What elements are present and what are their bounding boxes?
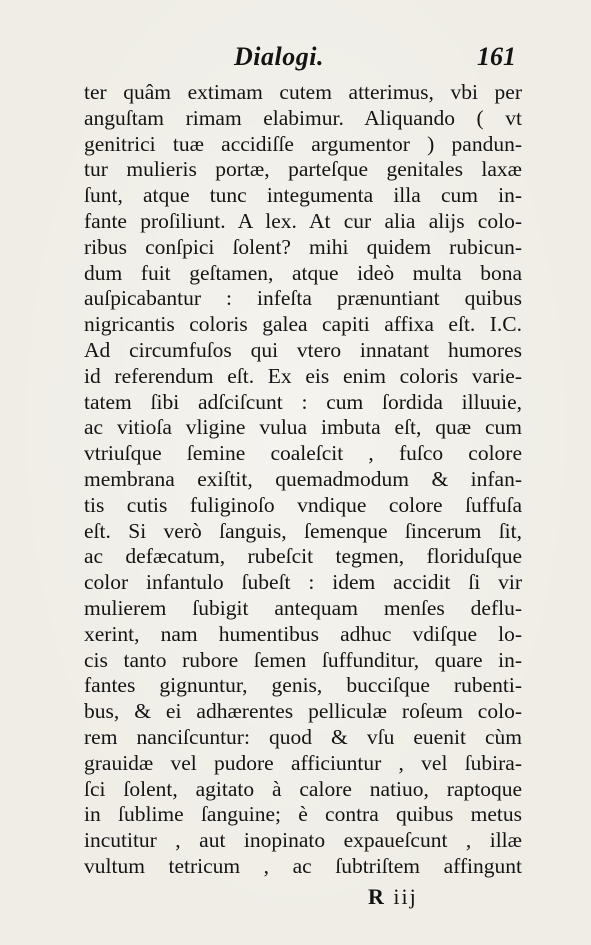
- text-line: eſt. Si verò ſanguis, ſemenque ſincerum ſit,: [84, 518, 522, 543]
- text-line: ac vitioſa vligine vulua imbuta eſt, quæ cum: [84, 415, 522, 440]
- text-line: membrana exiſtit, quemadmodum & infan-: [84, 466, 522, 491]
- signature-numeral: iij: [393, 884, 418, 909]
- text-line: nigricantis coloris galea capiti affixa eſt. I.C.: [84, 312, 522, 337]
- text-line: rem nanciſcuntur: quod & vſu euenit cùm: [84, 724, 522, 749]
- text-line: bus, & ei adhærentes pelliculæ roſeum colo-: [84, 699, 522, 724]
- running-head: Dialogi.: [234, 42, 324, 71]
- text-line: grauidæ vel pudore afficiuntur , vel ſubira-: [84, 750, 522, 775]
- text-line: fante proſiliunt. A lex. At cur alia alijs colo-: [84, 208, 522, 233]
- text-line: vtriuſque ſemine coaleſcit , fuſco colore: [84, 441, 522, 466]
- signature-mark: [368, 884, 418, 910]
- text-line: tis cutis fuliginoſo vndique colore ſuffuſa: [84, 492, 522, 517]
- text-line: ribus conſpici ſolent? mihi quidem rubicun-: [84, 234, 522, 259]
- text-line: mulierem ſubigit antequam menſes deflu-: [84, 595, 522, 620]
- text-line: dum fuit geſtamen, atque ideò multa bona: [84, 260, 522, 285]
- text-line: auſpicabantur : infeſta prænuntiant quibus: [84, 286, 522, 311]
- text-line: ter quâm extimam cutem atterimus, vbi per: [84, 80, 522, 104]
- text-line: id referendum eſt. Ex eis enim coloris varie-: [84, 363, 522, 388]
- text-line: color infantulo ſubeſt : idem accidit ſi vir: [84, 570, 522, 595]
- text-line: in ſublime ſanguine; è contra quibus metus: [84, 802, 522, 827]
- text-line: fantes gignuntur, genis, bucciſque rubenti-: [84, 673, 522, 698]
- text-line: incutitur , aut inopinato expaueſcunt , illæ: [84, 828, 522, 853]
- text-line: ſunt, atque tunc integumenta illa cum in-: [84, 183, 522, 208]
- text-line: genitrici tuæ accidiſſe argumentor ) pandun-: [84, 131, 522, 156]
- page-number: 161: [477, 42, 516, 71]
- text-line: xerint, nam humentibus adhuc vdiſque lo-: [84, 621, 522, 646]
- text-line: Ad circumfuſos qui vtero innatant humores: [84, 337, 522, 362]
- signature-letter: R: [368, 884, 386, 909]
- text-line: anguſtam rimam elabimur. Aliquando ( vt: [84, 105, 522, 130]
- text-line: tur mulieris portæ, parteſque genitales laxæ: [84, 157, 522, 182]
- text-line: ſci ſolent, agitato à calore natiuo, raptoque: [84, 776, 522, 801]
- text-line: ac defæcatum, rubeſcit tegmen, floriduſque: [84, 544, 522, 569]
- text-line: tatem ſibi adſciſcunt : cum ſordida illuuie,: [84, 389, 522, 414]
- text-line: vultum tetricum , ac ſubtriſtem affingunt: [84, 853, 522, 878]
- text-line: cis tanto rubore ſemen ſuffunditur, quare in-: [84, 647, 522, 672]
- page-header: [84, 42, 522, 78]
- body-text: [84, 80, 522, 880]
